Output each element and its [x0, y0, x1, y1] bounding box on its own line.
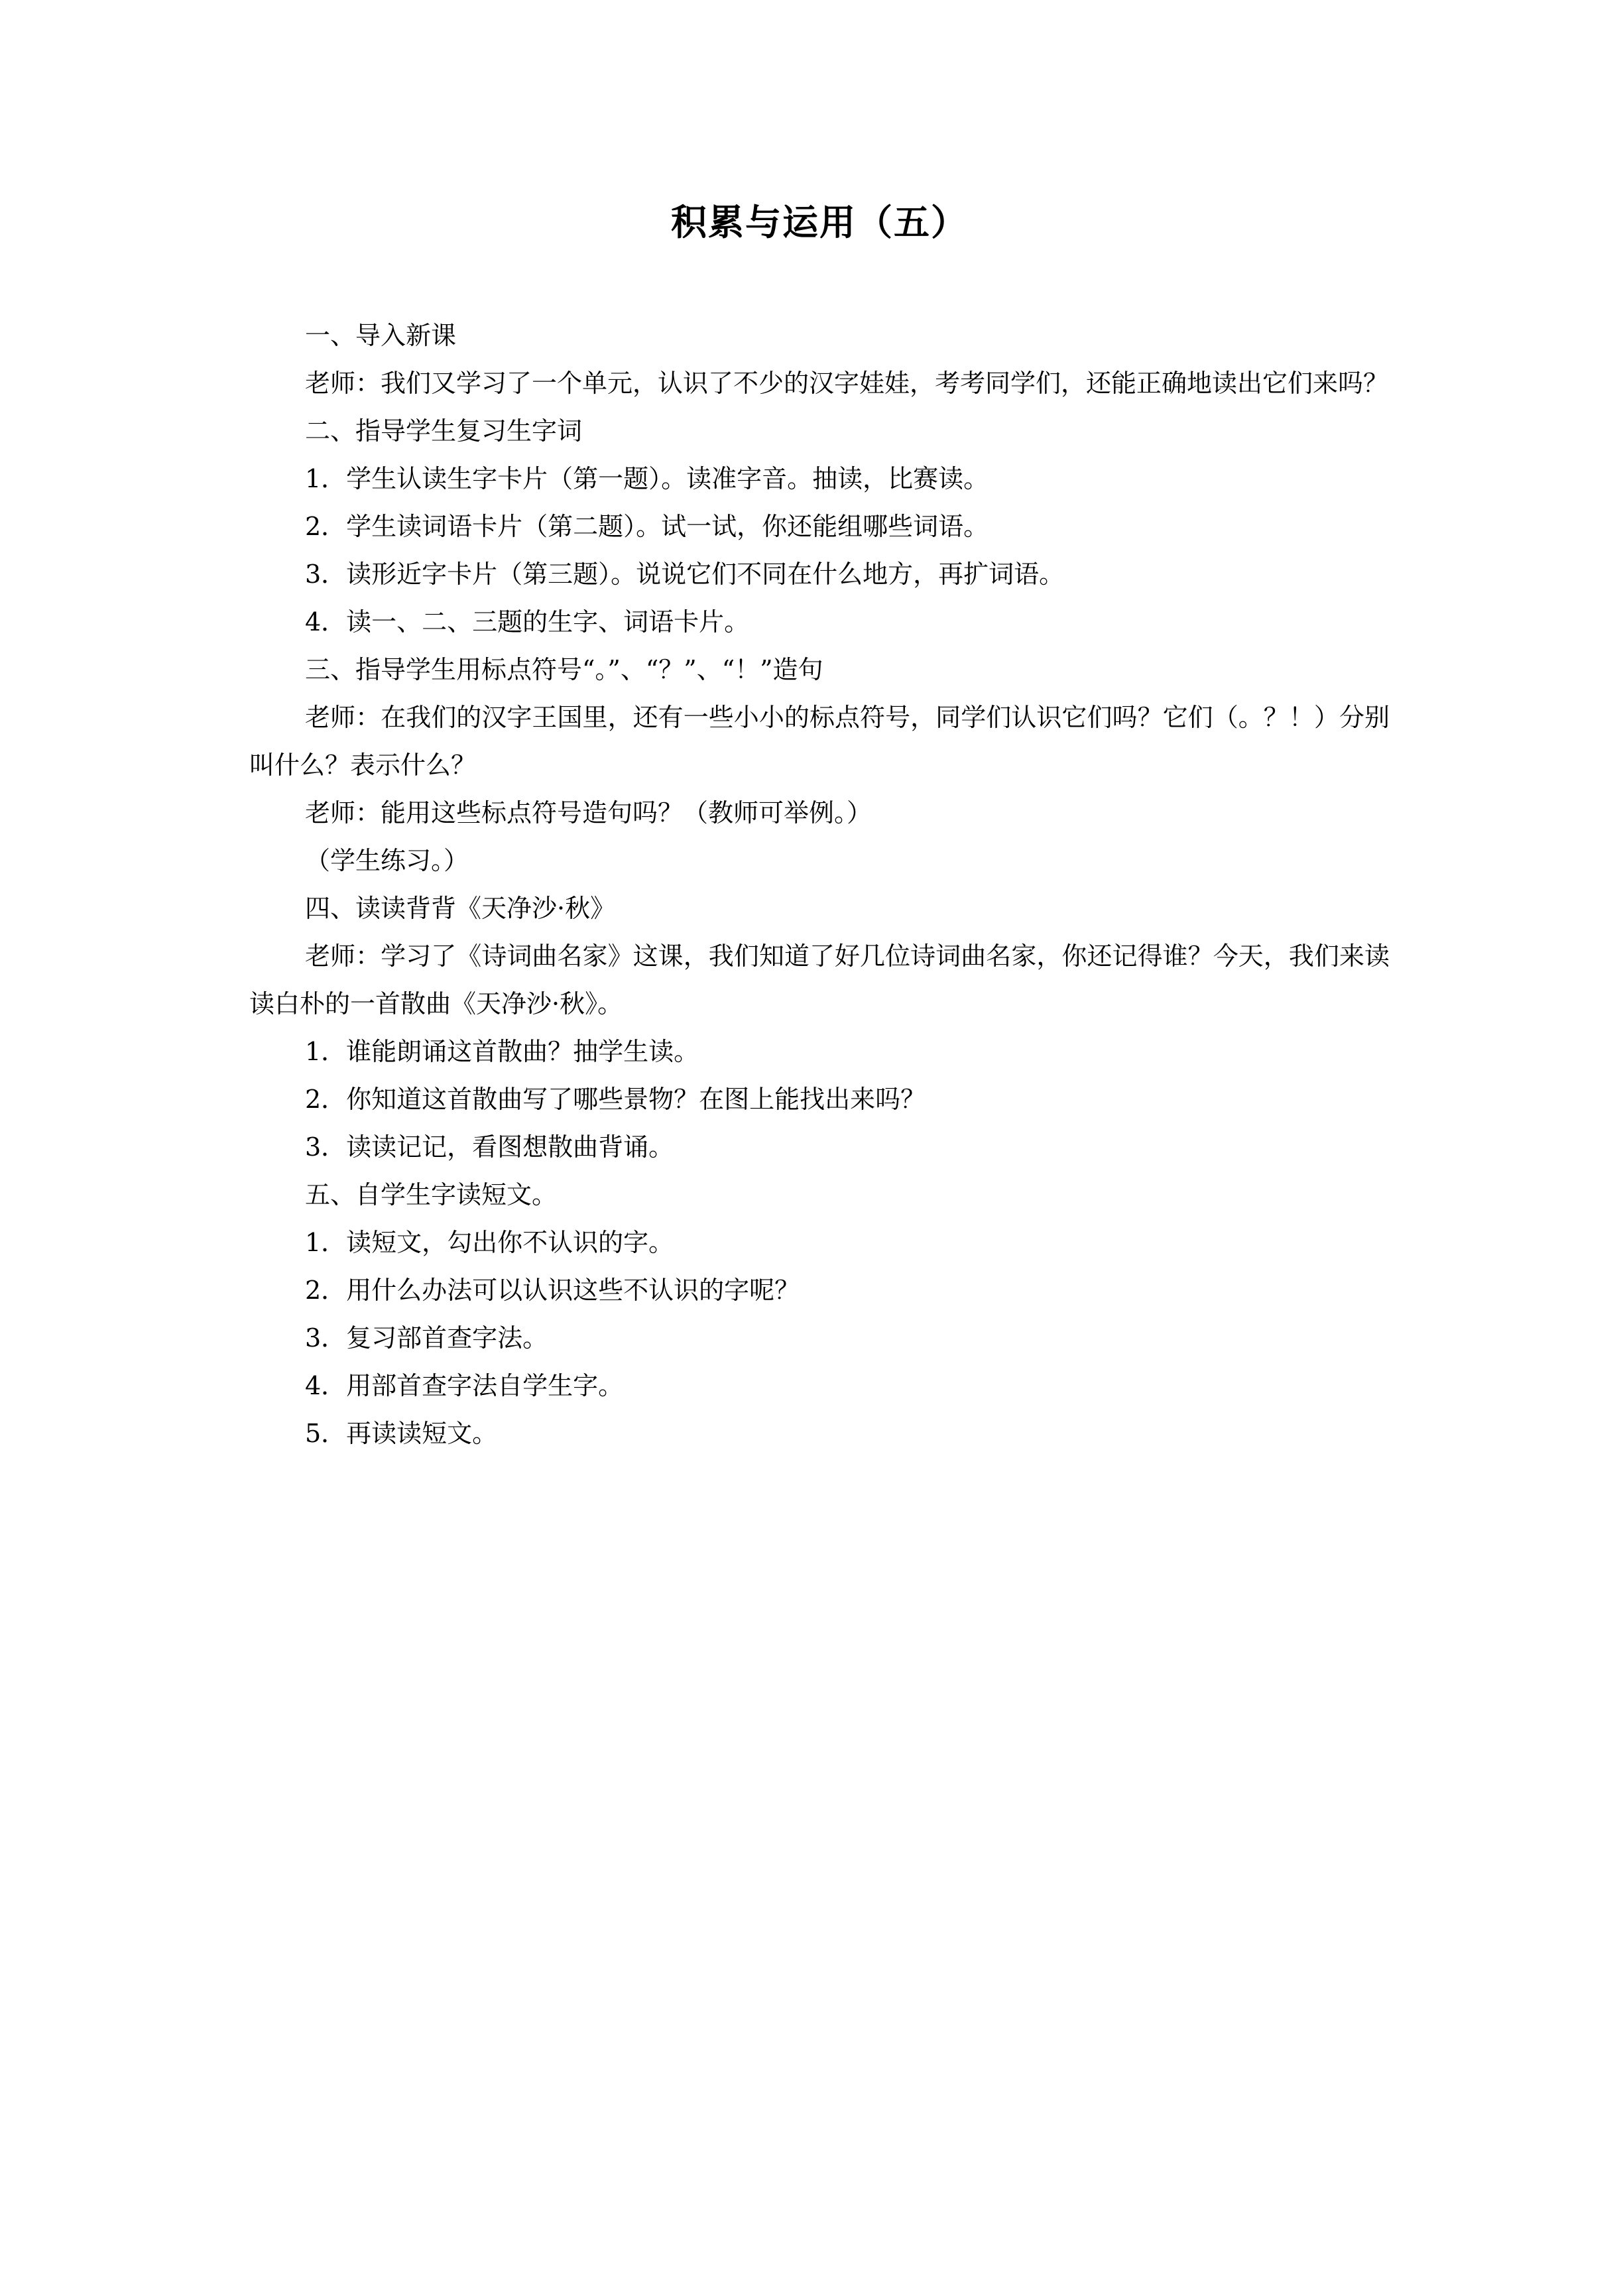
list-item: 3．读读记记，看图想散曲背诵。 — [305, 1132, 674, 1162]
section-heading-recite: 四、读读背背《天净沙·秋》 — [305, 894, 616, 923]
list-item: 3．复习部首查字法。 — [305, 1323, 548, 1353]
list-item: 2．学生读词语卡片（第二题）。试一试，你还能组哪些词语。 — [305, 512, 989, 541]
list-item: 2．用什么办法可以认识这些不认识的字呢？ — [305, 1276, 800, 1305]
list-item: 2．你知道这首散曲写了哪些景物？在图上能找出来吗？ — [305, 1085, 926, 1114]
paragraph: 老师：能用这些标点符号造句吗？（教师可举例。） — [305, 798, 872, 827]
list-item: 1．谁能朗诵这首散曲？抽学生读。 — [305, 1037, 699, 1066]
section-heading-selfstudy: 五、自学生字读短文。 — [305, 1180, 558, 1209]
section-heading-punctuation: 三、指导学生用标点符号“。”、“？”、“！”造句 — [305, 655, 823, 684]
list-item: 5．再读读短文。 — [305, 1419, 498, 1448]
list-item: 4．用部首查字法自学生字。 — [305, 1371, 624, 1400]
section-heading-review: 二、指导学生复习生字词 — [305, 416, 583, 446]
list-item: 1．读短文，勾出你不认识的字。 — [305, 1228, 674, 1257]
paragraph: 老师：学习了《诗词曲名家》这课，我们知道了好几位诗词曲名家，你还记得谁？今天，我们来读读白朴的一首散曲《天净沙·秋》。 — [249, 941, 1390, 1018]
list-item: 1．学生认读生字卡片（第一题）。读准字音。抽读，比赛读。 — [305, 464, 989, 493]
paragraph: 老师：在我们的汉字王国里，还有一些小小的标点符号，同学们认识它们吗？它们（。？！）分别叫什么？表示什么？ — [249, 703, 1390, 780]
list-item: 4．读一、二、三题的生字、词语卡片。 — [305, 607, 750, 636]
list-item: 3．读形近字卡片（第三题）。说说它们不同在什么地方，再扩词语。 — [305, 560, 1065, 589]
document-page — [249, 199, 1390, 1457]
document-title: 积累与运用（五） — [671, 201, 968, 243]
paragraph: 老师：我们又学习了一个单元，认识了不少的汉字娃娃，考考同学们，还能正确地读出它们来吗？ — [305, 369, 1389, 398]
document-body — [249, 312, 1390, 1457]
paragraph: （学生练习。） — [305, 846, 469, 875]
section-heading-intro: 一、导入新课 — [305, 321, 457, 350]
